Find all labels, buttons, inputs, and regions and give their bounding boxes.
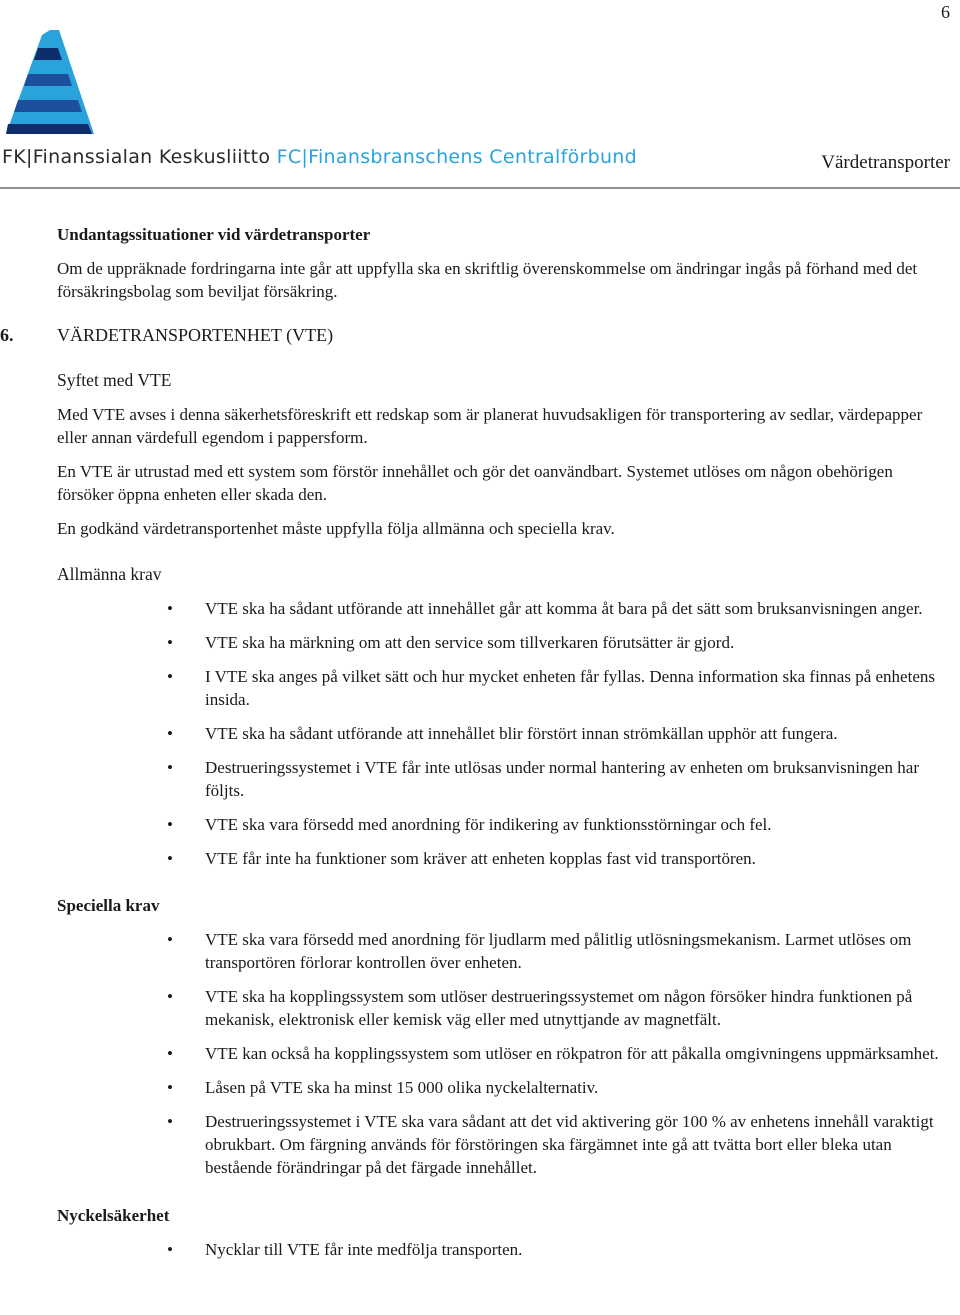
bullet: • [167, 815, 173, 834]
exceptions-heading: Undantagssituationer vid värdetransporter [57, 225, 371, 244]
list-item-text: VTE ska vara försedd med anordning för ljudlarm med pålitlig utlösningsmekanism. Larmet utlöses om transportören förlorar kontrollen över enheten. [205, 930, 912, 972]
org-name-fi: FK|Finanssialan Keskusliitto [2, 146, 271, 168]
bullet: • [167, 758, 173, 777]
organization-name [2, 146, 637, 168]
purpose-paragraph-3: En godkänd värdetransportenhet måste uppfylla följa allmänna och speciella krav. [57, 519, 615, 538]
list-item-text: Nycklar till VTE får inte medfölja transporten. [205, 1240, 523, 1259]
bullet: • [167, 667, 173, 686]
list-item-text: Destrueringssystemet i VTE ska vara sådant att det vid aktivering gör 100 % av enhetens innehåll varaktigt obrukbart. Om färgning används för förstöringen ska färgämnet inte gå att tvätta bort eller bleka utan bestående förändringar på det färgade innehållet. [205, 1112, 934, 1177]
list-item [57, 631, 947, 654]
list-item-text: VTE ska ha märkning om att den service som tillverkaren förutsätter är gjord. [205, 633, 735, 652]
document-body [0, 223, 947, 1261]
list-item-text: I VTE ska anges på vilket sätt och hur mycket enheten får fyllas. Denna information ska finnas på enhetens insida. [205, 667, 935, 709]
list-item [57, 722, 947, 745]
list-item-text: VTE ska vara försedd med anordning för indikering av funktionsstörningar och fel. [205, 815, 772, 834]
list-item-text: VTE ska ha kopplingssystem som utlöser destrueringssystemet om någon försöker hindra funktionen på mekanisk, elektronisk eller kemisk väg eller med utnyttjande av magnetfält. [205, 987, 913, 1029]
list-item [57, 1238, 947, 1261]
list-item-text: VTE ska ha sådant utförande att innehållet blir förstört innan strömkällan upphör att fungera. [205, 724, 838, 743]
general-requirements-list [57, 597, 947, 870]
section-6-heading [0, 324, 947, 347]
purpose-paragraph-1: Med VTE avses i denna säkerhetsföreskrift ett redskap som är planerat huvudsakligen för transportering av sedlar, värdepapper eller annan värdefull egendom i pappersform. [57, 405, 923, 447]
bullet: • [167, 599, 173, 618]
bullet: • [167, 987, 173, 1006]
list-item [57, 1076, 947, 1099]
exceptions-text: Om de uppräknade fordringarna inte går att uppfylla ska en skriftlig överenskommelse om ändringar ingås på förhand med det försäkringsbolag som beviljat försäkring. [57, 259, 918, 301]
bullet: • [167, 1240, 173, 1259]
bullet: • [167, 1078, 173, 1097]
list-item [57, 985, 947, 1031]
special-requirements-list [57, 928, 947, 1179]
list-item [57, 813, 947, 836]
list-item-text: Låsen på VTE ska ha minst 15 000 olika nyckelalternativ. [205, 1078, 599, 1097]
list-item [57, 597, 947, 620]
key-security-heading: Nyckelsäkerhet [57, 1206, 170, 1225]
section-title: VÄRDETRANSPORTENHET (VTE) [57, 325, 334, 345]
list-item [57, 1042, 947, 1065]
general-requirements-heading: Allmänna krav [57, 564, 162, 584]
list-item [57, 847, 947, 870]
list-item [57, 1110, 947, 1179]
bullet: • [167, 633, 173, 652]
bullet: • [167, 849, 173, 868]
page-number: 6 [941, 2, 950, 22]
section-number: 6. [0, 325, 14, 345]
list-item-text: VTE kan också ha kopplingssystem som utlöser en rökpatron för att påkalla omgivningens uppmärksamhet. [205, 1044, 939, 1063]
list-item [57, 665, 947, 711]
list-item [57, 756, 947, 802]
list-item-text: Destrueringssystemet i VTE får inte utlösas under normal hantering av enheten om bruksanvisningen har följts. [205, 758, 919, 800]
header-divider [0, 187, 960, 189]
bullet: • [167, 1044, 173, 1063]
key-security-list [57, 1238, 947, 1261]
list-item-text: VTE ska ha sådant utförande att innehållet går att komma åt bara på det sätt som bruksanvisningen anger. [205, 599, 923, 618]
special-requirements-heading: Speciella krav [57, 896, 160, 915]
list-item [57, 928, 947, 974]
list-item-text: VTE får inte ha funktioner som kräver att enheten kopplas fast vid transportören. [205, 849, 756, 868]
purpose-paragraph-2: En VTE är utrustad med ett system som förstör innehållet och gör det oanvändbart. Systemet utlöses om någon obehörigen försöker öppna enheten eller skada den. [57, 462, 893, 504]
bullet: • [167, 1112, 173, 1131]
document-title: Värdetransporter [821, 152, 950, 173]
bullet: • [167, 930, 173, 949]
bullet: • [167, 724, 173, 743]
fk-fc-logo-icon [2, 30, 94, 142]
org-name-sv: FC|Finansbranschens Centralförbund [276, 146, 638, 168]
purpose-heading: Syftet med VTE [57, 370, 172, 390]
